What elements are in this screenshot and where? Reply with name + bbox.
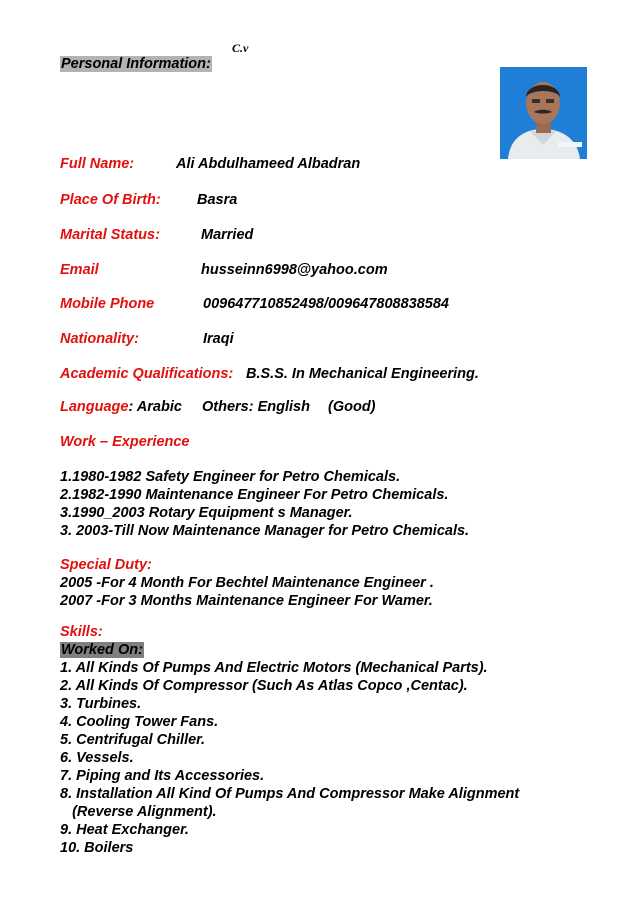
skill-item: 3. Turbines. [60, 696, 142, 712]
special-duty-item: 2005 -For 4 Month For Bechtel Maintenance Engineer . [60, 575, 434, 591]
skill-item: 1. All Kinds Of Pumps And Electric Motors (Mechanical Parts). [60, 660, 488, 676]
mobile-phone-value: 009647710852498/009647808838584 [203, 296, 449, 312]
worked-on-label: Worked On: [61, 642, 143, 658]
language-level: (Good) [328, 399, 376, 415]
doc-title: C.v [232, 41, 249, 55]
personal-info-header [60, 56, 212, 73]
mobile-phone-label: Mobile Phone [60, 296, 155, 312]
profile-photo-image [500, 67, 587, 159]
work-item: 3.1990_2003 Rotary Equipment s Manager. [60, 505, 353, 521]
language-value: : Arabic [128, 399, 182, 415]
worked-on-line [60, 642, 144, 659]
email-value: husseinn6998@yahoo.com [201, 262, 388, 278]
language-label: Language [60, 399, 129, 415]
place-of-birth-value: Basra [197, 192, 238, 208]
full-name-label: Full Name: [60, 156, 135, 172]
skill-item: 10. Boilers [60, 840, 134, 856]
marital-status-value: Married [201, 227, 254, 243]
personal-info-label: Personal Information: [61, 56, 211, 72]
skill-item: (Reverse Alignment). [60, 804, 217, 820]
work-item: 2.1982-1990 Maintenance Engineer For Petro Chemicals. [60, 487, 449, 503]
profile-photo [500, 67, 587, 159]
language-line [60, 399, 182, 416]
special-duty-header: Special Duty: [60, 557, 152, 573]
language-others: Others: English [202, 399, 310, 415]
skill-item: 5. Centrifugal Chiller. [60, 732, 206, 748]
work-item: 3. 2003-Till Now Maintenance Manager for Petro Chemicals. [60, 523, 470, 539]
academic-value: B.S.S. In Mechanical Engineering. [246, 366, 479, 382]
skill-item: 9. Heat Exchanger. [60, 822, 189, 838]
place-of-birth-label: Place Of Birth: [60, 192, 161, 208]
skill-item: 7. Piping and Its Accessories. [60, 768, 265, 784]
academic-label: Academic Qualifications: [60, 366, 234, 382]
email-label: Email [60, 262, 99, 278]
work-item: 1.1980-1982 Safety Engineer for Petro Chemicals. [60, 469, 401, 485]
nationality-value: Iraqi [203, 331, 234, 347]
skill-item: 8. Installation All Kind Of Pumps And Compressor Make Alignment [60, 786, 520, 802]
full-name-value: Ali Abdulhameed Albadran [176, 156, 361, 172]
work-header: Work – Experience [60, 434, 190, 450]
skill-item: 2. All Kinds Of Compressor (Such As Atlas Copco ,Centac). [60, 678, 468, 694]
skill-item: 6. Vessels. [60, 750, 134, 766]
skills-header: Skills: [60, 624, 103, 640]
marital-status-label: Marital Status: [60, 227, 160, 243]
skill-item: 4. Cooling Tower Fans. [60, 714, 219, 730]
nationality-label: Nationality: [60, 331, 139, 347]
special-duty-item: 2007 -For 3 Months Maintenance Engineer For Wamer. [60, 593, 433, 609]
